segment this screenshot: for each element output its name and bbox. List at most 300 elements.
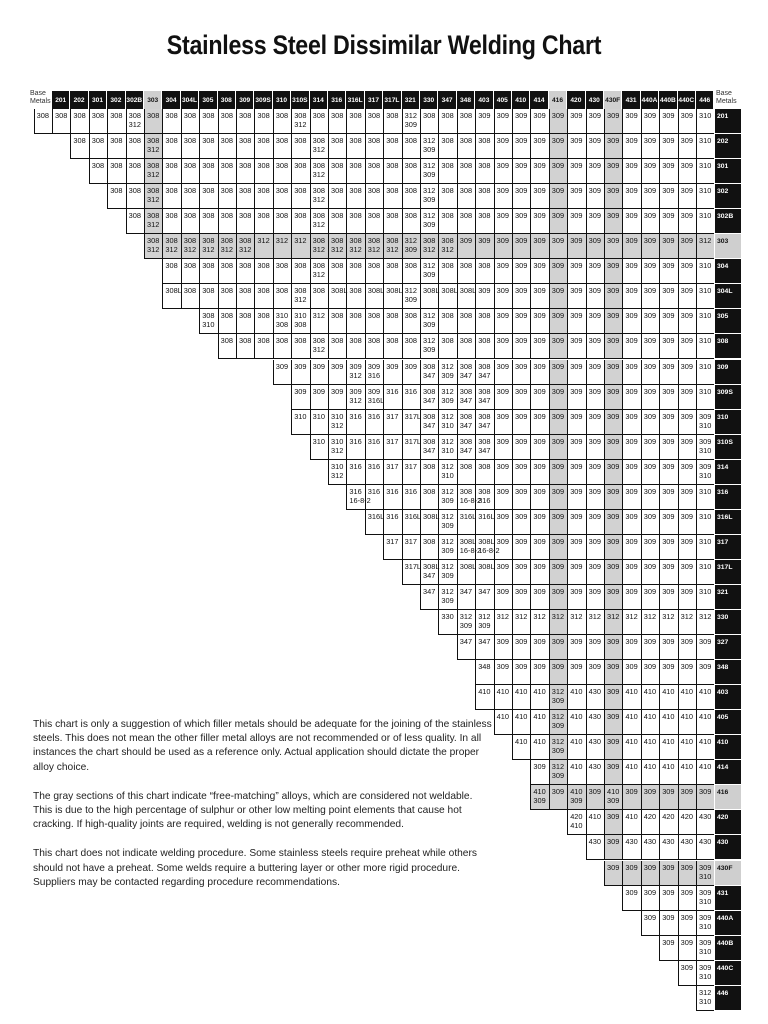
chart-cell (549, 259, 567, 284)
chart-cell (199, 259, 217, 284)
filler-metal-value: 347 (459, 445, 473, 455)
filler-metal-value: 308 (441, 111, 454, 120)
chart-cell (512, 735, 530, 760)
chart-cell (530, 785, 548, 810)
filler-metal-value: 309 (662, 361, 675, 371)
chart-cell (678, 810, 696, 835)
filler-metal-value: 309 (570, 186, 583, 196)
chart-cell (530, 385, 548, 410)
filler-metal-value: 317 (386, 536, 399, 546)
filler-metal-value: 308 (367, 161, 381, 171)
filler-metal-value: 309 (570, 111, 583, 120)
chart-cell (567, 760, 585, 785)
chart-cell (696, 234, 714, 259)
chart-cell (420, 134, 438, 159)
filler-metal-value: 309 (625, 286, 638, 296)
chart-cell (696, 284, 714, 309)
chart-cell (310, 284, 328, 309)
filler-metal-value: 308 (331, 261, 344, 271)
chart-cell (659, 234, 677, 259)
chart-cell (604, 460, 622, 485)
filler-metal-value: 308 (459, 336, 473, 346)
chart-cell (107, 134, 125, 159)
chart-cell (512, 410, 530, 435)
filler-metal-value: 309 (533, 361, 546, 371)
filler-metal-value: 312 (423, 136, 436, 146)
chart-cell (549, 460, 567, 485)
column-header: 431 (622, 91, 640, 109)
filler-metal-value: 309 (515, 411, 528, 421)
chart-cell (604, 259, 622, 284)
chart-cell (328, 460, 346, 485)
row-header: 405 (715, 710, 741, 735)
filler-metal-value: 309 (699, 637, 712, 647)
chart-cell (107, 184, 125, 209)
chart-cell (696, 435, 714, 460)
chart-cell (622, 610, 640, 635)
chart-cell (310, 159, 328, 184)
chart-cell (199, 234, 217, 259)
filler-metal-value: 308 (459, 436, 473, 446)
chart-cell (236, 284, 254, 309)
chart-cell (678, 660, 696, 685)
column-header: 302 (107, 91, 125, 109)
filler-metal-value: 309 (294, 386, 307, 396)
column-header: 330 (420, 91, 438, 109)
chart-cell (402, 334, 420, 359)
filler-metal-value: 308 (367, 311, 381, 321)
chart-cell (696, 334, 714, 359)
row-header: 314 (715, 460, 741, 485)
filler-metal-value: 309 (570, 211, 583, 221)
filler-metal-value: 309 (570, 161, 583, 171)
filler-metal-value: 410 (625, 737, 638, 747)
chart-cell (402, 435, 420, 460)
chart-cell (181, 284, 199, 309)
filler-metal-value: 330 (441, 612, 454, 621)
filler-metal-value: 309 (551, 461, 565, 471)
chart-cell (641, 861, 659, 886)
filler-metal-value: 309 (662, 211, 675, 221)
filler-metal-value: 308 (257, 186, 270, 196)
filler-metal-value: 310 (294, 311, 307, 321)
filler-metal-value: 309 (699, 962, 712, 972)
chart-cell (604, 284, 622, 309)
filler-metal-value: 309 (515, 511, 528, 521)
chart-cell (622, 309, 640, 334)
filler-metal-value: 312 (551, 687, 565, 697)
filler-metal-value: 308 (349, 136, 362, 146)
chart-cell (512, 159, 530, 184)
filler-metal-value: 308 (294, 336, 307, 346)
filler-metal-value: 309 (496, 461, 509, 471)
filler-metal-value: 308 (312, 236, 325, 246)
filler-metal-value: 309 (570, 637, 583, 647)
filler-metal-value: 309 (386, 361, 399, 371)
chart-cell (512, 460, 530, 485)
filler-metal-value: 309 (533, 486, 546, 496)
filler-metal-value: 312 (441, 245, 454, 255)
chart-cell (291, 259, 309, 284)
chart-cell (604, 209, 622, 234)
filler-metal-value: 309 (515, 586, 528, 596)
chart-cell (696, 861, 714, 886)
chart-cell (199, 284, 217, 309)
filler-metal-value: 316 (349, 411, 362, 421)
chart-cell (273, 234, 291, 259)
filler-metal-value: 308 (275, 161, 289, 171)
filler-metal-value: 410 (699, 687, 712, 697)
filler-metal-value: 308 (404, 136, 417, 146)
filler-metal-value: 309 (551, 436, 565, 446)
filler-metal-value: 410 (699, 737, 712, 747)
chart-cell (89, 159, 107, 184)
filler-metal-value: 316 (349, 436, 362, 446)
column-header: 310 (273, 91, 291, 109)
chart-cell (475, 610, 493, 635)
chart-cell (181, 259, 199, 284)
chart-cell (678, 835, 696, 860)
chart-cell (438, 410, 456, 435)
filler-metal-value: 310 (699, 871, 712, 881)
chart-cell (494, 660, 512, 685)
filler-metal-value: 309 (570, 561, 583, 571)
chart-cell (641, 785, 659, 810)
chart-cell (402, 535, 420, 560)
column-header: 316L (346, 91, 364, 109)
chart-cell (420, 360, 438, 385)
filler-metal-value: 309 (515, 161, 528, 171)
filler-metal-value: 309 (607, 511, 620, 521)
filler-metal-value: 312 (220, 245, 233, 255)
chart-cell (549, 485, 567, 510)
filler-metal-value: 309 (625, 586, 638, 596)
filler-metal-value: 309 (478, 236, 491, 246)
chart-cell (622, 585, 640, 610)
filler-metal-value: 309 (662, 111, 675, 120)
chart-cell (494, 410, 512, 435)
chart-cell (678, 460, 696, 485)
chart-cell (586, 760, 604, 785)
filler-metal-value: 308 (423, 111, 436, 120)
chart-cell (291, 159, 309, 184)
filler-metal-value: 309 (496, 386, 509, 396)
filler-metal-value: 309 (588, 336, 601, 346)
filler-metal-value: 308 (239, 186, 252, 196)
filler-metal-value: 308 (478, 136, 491, 146)
chart-cell (549, 710, 567, 735)
filler-metal-value: 309 (533, 336, 546, 346)
row-header: 310 (715, 410, 741, 435)
chart-cell (586, 309, 604, 334)
chart-cell (622, 284, 640, 309)
filler-metal-value: 410 (643, 737, 657, 747)
chart-cell (475, 535, 500, 560)
chart-cell (402, 284, 420, 309)
chart-cell (567, 735, 585, 760)
chart-cell (604, 360, 622, 385)
filler-metal-value: 310 (699, 361, 712, 371)
filler-metal-value: 309 (423, 195, 436, 205)
chart-cell (346, 159, 364, 184)
filler-metal-value: 308 (239, 336, 252, 346)
row-header: 321 (715, 585, 741, 610)
filler-metal-value: 312 (551, 712, 565, 722)
chart-cell (236, 109, 254, 134)
chart-cell (659, 760, 677, 785)
column-header: 317 (365, 91, 383, 109)
filler-metal-value: 308 (441, 211, 454, 221)
filler-metal-value: 316L (367, 511, 385, 521)
chart-cell (696, 660, 714, 685)
filler-metal-value: 309 (441, 570, 454, 580)
filler-metal-value: 312 (441, 386, 454, 396)
filler-metal-value: 309 (533, 411, 546, 421)
filler-metal-value: 308 (386, 211, 399, 221)
filler-metal-value: 308 (220, 136, 233, 146)
filler-metal-value: 308 (423, 411, 436, 421)
chart-cell (181, 184, 199, 209)
chart-cell (512, 635, 530, 660)
filler-metal-value: 309 (294, 361, 307, 371)
filler-metal-value: 309 (423, 345, 436, 355)
filler-metal-value: 308 (202, 211, 215, 221)
chart-cell (236, 134, 254, 159)
chart-cell (457, 610, 475, 635)
filler-metal-value: 309 (478, 111, 491, 120)
filler-metal-value: 308 (349, 161, 362, 171)
chart-cell (254, 309, 272, 334)
column-header: 440C (678, 91, 696, 109)
chart-cell (622, 385, 640, 410)
chart-cell (475, 385, 493, 410)
chart-cell (420, 385, 438, 410)
filler-metal-value: 309 (533, 161, 546, 171)
filler-metal-value: 420 (680, 812, 693, 822)
chart-cell (457, 284, 475, 309)
chart-cell (402, 184, 420, 209)
chart-cell (530, 360, 548, 385)
filler-metal-value: 310 (275, 311, 289, 321)
chart-cell (567, 134, 585, 159)
filler-metal-value: 312 (699, 987, 712, 997)
filler-metal-value: 312 (239, 245, 252, 255)
chart-cell (678, 309, 696, 334)
chart-cell (586, 685, 604, 710)
filler-metal-value: 312 (404, 236, 417, 246)
column-header: 403 (475, 91, 493, 109)
chart-cell (218, 109, 236, 134)
filler-metal-value: 310 (441, 420, 454, 430)
chart-cell (402, 460, 420, 485)
filler-metal-value: 308 (239, 311, 252, 321)
chart-cell (475, 660, 493, 685)
chart-cell (383, 259, 401, 284)
filler-metal-value: 308 (183, 161, 197, 171)
filler-metal-value: 310 (699, 136, 712, 146)
chart-cell (659, 485, 677, 510)
filler-metal-value: 309 (607, 662, 620, 672)
filler-metal-value: 308 (239, 211, 252, 221)
row-header: 201 (715, 109, 741, 134)
filler-metal-value: 309 (680, 136, 693, 146)
filler-metal-value: 309 (625, 561, 638, 571)
filler-metal-value: 309 (533, 637, 546, 647)
chart-cell (438, 109, 456, 134)
chart-cell (273, 109, 291, 134)
filler-metal-value: 309 (699, 912, 712, 922)
filler-metal-value: 309 (423, 320, 436, 330)
chart-cell (641, 134, 659, 159)
column-header: 347 (438, 91, 456, 109)
column-header: 414 (530, 91, 548, 109)
chart-cell (291, 360, 309, 385)
filler-metal-value: 308 (275, 336, 289, 346)
filler-metal-value: 420 (570, 812, 583, 822)
filler-metal-value: 410 (533, 712, 546, 722)
filler-metal-value: 309 (662, 787, 675, 797)
notes-section (33, 718, 493, 905)
chart-cell (549, 410, 567, 435)
filler-metal-value: 309 (662, 161, 675, 171)
chart-cell (622, 810, 640, 835)
filler-metal-value: 309 (551, 336, 565, 346)
filler-metal-value: 309 (551, 696, 565, 706)
chart-cell (402, 159, 420, 184)
filler-metal-value: 309 (588, 311, 601, 321)
filler-metal-value: 309 (625, 486, 638, 496)
chart-cell (365, 209, 383, 234)
filler-metal-value: 308 (423, 461, 436, 471)
filler-metal-value: 309 (643, 411, 657, 421)
filler-metal-value: 317 (404, 536, 417, 546)
filler-metal-value: 410 (496, 712, 509, 722)
filler-metal-value: 312 (294, 120, 307, 129)
row-header: 310S (715, 435, 741, 460)
chart-cell (678, 735, 696, 760)
filler-metal-value: 347 (423, 586, 436, 596)
filler-metal-value: 309 (625, 887, 638, 897)
chart-cell (126, 109, 144, 134)
chart-cell (567, 785, 585, 810)
filler-metal-value: 347 (478, 445, 491, 455)
filler-metal-value: 309 (607, 136, 620, 146)
chart-cell (402, 259, 420, 284)
chart-cell (420, 535, 438, 560)
chart-cell (457, 410, 475, 435)
filler-metal-value: 309 (680, 336, 693, 346)
chart-cell (586, 735, 604, 760)
filler-metal-value: 317L (404, 436, 422, 446)
filler-metal-value: 309 (643, 111, 657, 120)
chart-cell (512, 435, 530, 460)
filler-metal-value: 308 (386, 186, 399, 196)
chart-cell (236, 209, 254, 234)
filler-metal-value: 309 (478, 286, 491, 296)
chart-cell (567, 610, 585, 635)
chart-cell (530, 309, 548, 334)
filler-metal-value: 312 (441, 486, 454, 496)
filler-metal-value: 309 (588, 461, 601, 471)
chart-cell (530, 635, 548, 660)
filler-metal-value: 309 (515, 261, 528, 271)
filler-metal-value: 312 (202, 245, 215, 255)
chart-cell (254, 184, 272, 209)
filler-metal-value: 308 (349, 286, 362, 296)
chart-cell (181, 209, 199, 234)
chart-cell (494, 234, 512, 259)
filler-metal-value: 312 (128, 120, 141, 129)
chart-cell (567, 109, 585, 134)
chart-cell (604, 435, 622, 460)
base-metals-label-right (716, 90, 737, 106)
filler-metal-value: 308 (404, 261, 417, 271)
filler-metal-value: 312 (478, 612, 491, 621)
chart-cell (622, 710, 640, 735)
filler-metal-value: 308 (331, 186, 344, 196)
filler-metal-value: 347 (423, 445, 436, 455)
filler-metal-value: 309 (588, 386, 601, 396)
chart-cell (696, 159, 714, 184)
filler-metal-value: 316 (404, 386, 417, 396)
filler-metal-value: 410 (625, 687, 638, 697)
chart-cell (494, 334, 512, 359)
filler-metal-value: 316 (367, 461, 381, 471)
chart-cell (586, 510, 604, 535)
chart-cell (586, 360, 604, 385)
filler-metal-value: 312 (349, 245, 362, 255)
filler-metal-value: 410 (643, 762, 657, 772)
chart-cell (641, 460, 659, 485)
filler-metal-value: 308 (128, 186, 141, 196)
filler-metal-value: 309 (662, 862, 675, 872)
chart-cell (659, 209, 677, 234)
chart-cell (346, 259, 364, 284)
column-header: 405 (494, 91, 512, 109)
filler-metal-value: 309 (551, 211, 565, 221)
chart-cell (475, 510, 493, 535)
chart-cell (310, 435, 328, 460)
filler-metal-value: 309 (496, 136, 509, 146)
filler-metal-value: 309 (588, 662, 601, 672)
chart-cell (696, 886, 714, 911)
filler-metal-value: 312 (312, 170, 325, 180)
filler-metal-value: 312 (643, 612, 657, 621)
filler-metal-value: 308 (349, 261, 362, 271)
filler-metal-value: 308 (312, 136, 325, 146)
filler-metal-value: 308 (312, 111, 325, 120)
chart-cell (475, 259, 493, 284)
chart-cell (567, 334, 585, 359)
chart-cell (438, 435, 456, 460)
filler-metal-value: 312 (386, 245, 399, 255)
chart-cell (678, 234, 696, 259)
chart-cell (438, 209, 456, 234)
chart-cell (641, 309, 659, 334)
chart-cell (678, 560, 696, 585)
filler-metal-value: 308 (423, 236, 436, 246)
chart-cell (586, 560, 604, 585)
chart-cell (622, 159, 640, 184)
chart-cell (678, 284, 696, 309)
filler-metal-value: 308 (147, 111, 160, 120)
chart-cell (678, 485, 696, 510)
chart-cell (512, 209, 530, 234)
chart-cell (659, 635, 677, 660)
filler-metal-value: 312 (699, 236, 712, 246)
chart-cell (641, 610, 659, 635)
chart-cell (383, 360, 401, 385)
